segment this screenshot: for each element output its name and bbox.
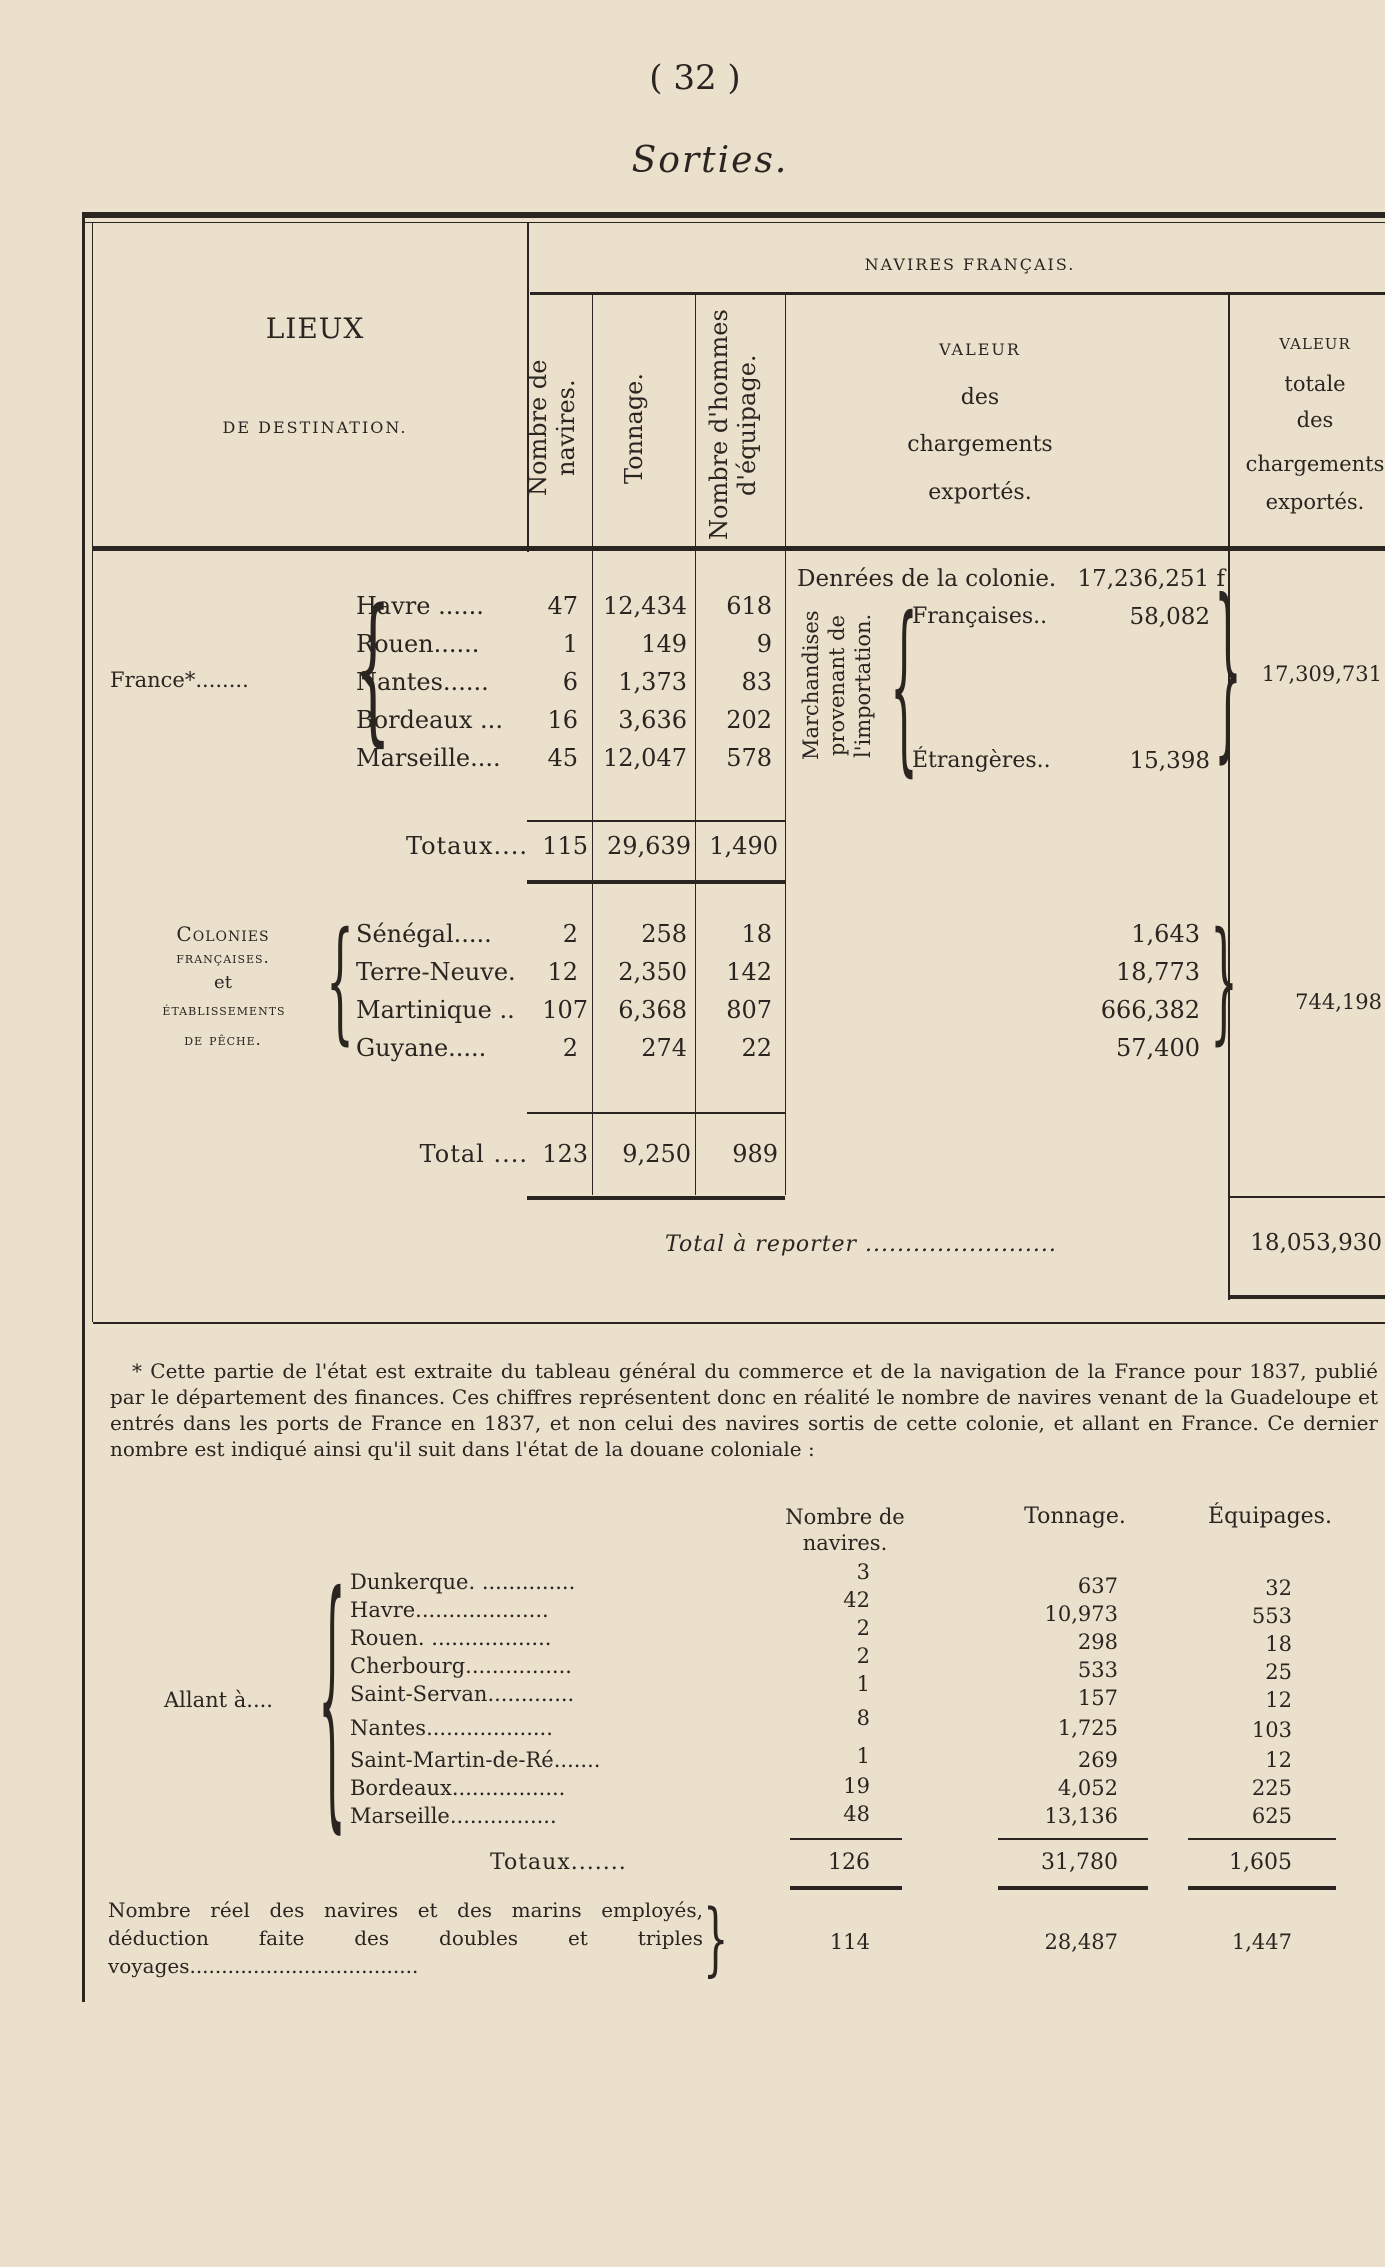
sub-equipages-6: 12 <box>1265 1748 1292 1772</box>
colonies-label-4: établissements <box>162 1000 286 1019</box>
footnote-rule <box>93 1322 1385 1324</box>
header-tonnage: Tonnage. <box>620 372 648 484</box>
france-hommes-4: 578 <box>726 744 772 772</box>
colonies-hommes-1: 142 <box>726 958 772 986</box>
sub-equipages-4: 12 <box>1265 1688 1292 1712</box>
sub-navires-3: 2 <box>856 1644 870 1668</box>
colonies-valeur-1: 18,773 <box>1116 958 1200 986</box>
sub-port-4: Saint-Servan............. <box>350 1682 575 1706</box>
section-title: Sorties. <box>631 140 789 181</box>
header-valeur-4: exportés. <box>928 480 1032 505</box>
sub-reel-equipages: 1,447 <box>1231 1930 1292 1954</box>
sub-label: Allant à.... <box>164 1688 273 1712</box>
sub-port-7: Bordeaux................. <box>350 1776 566 1800</box>
france-marchandises-brace: { <box>890 581 918 796</box>
sub-totaux-navires: 126 <box>828 1850 870 1875</box>
sub-tonnage-2: 298 <box>1077 1630 1118 1654</box>
sub-reel-tonnage: 28,487 <box>1044 1930 1118 1954</box>
colonies-total-rule-top <box>527 1112 785 1114</box>
sub-totaux-rule-bottom-3 <box>1188 1886 1336 1890</box>
header-valeur-totale-2: totale <box>1284 372 1346 396</box>
sub-navires-6: 1 <box>856 1744 870 1768</box>
col-rule-4 <box>1228 295 1230 1300</box>
france-totaux-hommes: 1,490 <box>709 832 778 860</box>
report-rule-top <box>1228 1196 1385 1198</box>
report-value: 18,053,930 <box>1250 1230 1382 1256</box>
sub-header-navires: Nombre de navires. <box>785 1505 905 1555</box>
colonies-port-3: Guyane..... <box>356 1034 487 1062</box>
france-totaux-tonnage: 29,639 <box>607 832 691 860</box>
sub-equipages-2: 18 <box>1265 1632 1292 1656</box>
colonies-total-label: Total .... <box>419 1140 528 1168</box>
sub-tonnage-4: 157 <box>1077 1686 1118 1710</box>
header-nombre-navires: Nombre de navires. <box>524 359 580 497</box>
sub-equipages-5: 103 <box>1251 1718 1292 1742</box>
header-de-destination: DE DESTINATION. <box>222 418 408 437</box>
sub-tonnage-0: 637 <box>1077 1574 1118 1598</box>
header-lieux: LIEUX <box>265 312 365 345</box>
colonies-tonnage-1: 2,350 <box>618 958 687 986</box>
france-port-1: Rouen...... <box>356 630 480 658</box>
france-total-value: 17,309,731 <box>1261 662 1382 686</box>
france-label: France*........ <box>110 668 249 692</box>
sub-port-3: Cherbourg................ <box>350 1654 572 1678</box>
france-navires-3: 16 <box>547 706 578 734</box>
colonies-tonnage-2: 6,368 <box>618 996 687 1024</box>
france-port-3: Bordeaux ... <box>356 706 503 734</box>
sub-reel-navires: 114 <box>829 1930 870 1954</box>
header-valeur-totale-4: chargements <box>1245 452 1385 476</box>
sub-tonnage-7: 4,052 <box>1057 1776 1118 1800</box>
report-rule-bottom <box>1228 1295 1385 1299</box>
france-navires-2: 6 <box>562 668 578 696</box>
france-francaises-label: Françaises.. <box>912 604 1048 629</box>
colonies-total-rule-bottom <box>527 1196 785 1200</box>
sub-navires-4: 1 <box>856 1672 870 1696</box>
sub-navires-8: 48 <box>843 1802 870 1826</box>
sub-port-0: Dunkerque. .............. <box>350 1570 576 1594</box>
sub-tonnage-3: 533 <box>1077 1658 1118 1682</box>
sub-totaux-label: Totaux....... <box>490 1850 627 1875</box>
header-valeur-totale-1: VALEUR <box>1279 335 1351 353</box>
sub-totaux-rule-top-1 <box>790 1838 902 1840</box>
france-denrees-value: 17,236,251 f <box>1077 566 1225 592</box>
sub-equipages-0: 32 <box>1265 1576 1292 1600</box>
colonies-navires-3: 2 <box>562 1034 578 1062</box>
france-etrangeres-label: Étrangères.. <box>912 748 1051 773</box>
sub-navires-0: 3 <box>856 1560 870 1584</box>
france-tonnage-2: 1,373 <box>618 668 687 696</box>
colonies-navires-2: 107 <box>542 996 588 1024</box>
colonies-tonnage-3: 274 <box>641 1034 687 1062</box>
colonies-tonnage-0: 258 <box>641 920 687 948</box>
sub-totaux-equipages: 1,605 <box>1229 1850 1292 1875</box>
page-number: ( 32 ) <box>649 58 741 98</box>
sub-reel-label: Nombre réel des navires et des marins employés, déduction faite des doubles et triples voyages.................................... <box>108 1898 703 1978</box>
table-left-rule <box>82 212 85 2002</box>
table-top-rule-thin <box>82 222 1385 223</box>
colonies-total-navires: 123 <box>542 1140 588 1168</box>
colonies-valeur-2: 666,382 <box>1100 996 1200 1024</box>
france-marchandises-label: Marchandises provenant de l'importation. <box>799 610 875 761</box>
colonies-valeur-3: 57,400 <box>1116 1034 1200 1062</box>
sub-port-6: Saint-Martin-de-Ré....... <box>350 1748 601 1772</box>
colonies-label-1: Colonies <box>176 922 270 946</box>
header-valeur-1: VALEUR <box>939 340 1021 359</box>
france-totaux-rule-top <box>527 820 785 822</box>
colonies-valeur-0: 1,643 <box>1131 920 1200 948</box>
col-rule-2 <box>695 295 696 1195</box>
france-hommes-3: 202 <box>726 706 772 734</box>
sub-header-equipages: Équipages. <box>1208 1504 1332 1529</box>
sub-totaux-rule-top-2 <box>998 1838 1148 1840</box>
colonies-port-0: Sénégal..... <box>356 920 492 948</box>
sub-equipages-3: 25 <box>1265 1660 1292 1684</box>
col-rule-3 <box>785 295 786 1195</box>
header-bottom-rule <box>93 546 1385 551</box>
colonies-hommes-0: 18 <box>741 920 772 948</box>
sub-equipages-1: 553 <box>1251 1604 1292 1628</box>
sub-totaux-rule-top-3 <box>1188 1838 1336 1840</box>
sub-navires-2: 2 <box>856 1616 870 1640</box>
france-hommes-0: 618 <box>726 592 772 620</box>
sub-tonnage-1: 10,973 <box>1044 1602 1118 1626</box>
sub-brace: { <box>318 1543 346 1860</box>
sub-reel-brace: } <box>703 1894 729 1986</box>
header-valeur-totale-5: exportés. <box>1265 490 1365 514</box>
table-top-rule <box>82 212 1385 218</box>
colonies-brace: { <box>326 906 354 1059</box>
sub-navires-7: 19 <box>843 1774 870 1798</box>
sub-port-5: Nantes................... <box>350 1716 553 1740</box>
sub-header-tonnage: Tonnage. <box>1024 1504 1126 1529</box>
france-tonnage-4: 12,047 <box>603 744 687 772</box>
colonies-total-hommes: 989 <box>732 1140 778 1168</box>
france-hommes-1: 9 <box>756 630 772 658</box>
colonies-valeur-brace: } <box>1210 906 1238 1059</box>
colonies-navires-1: 12 <box>547 958 578 986</box>
france-valeur-brace: } <box>1214 562 1242 783</box>
france-totaux-rule-bottom <box>527 880 785 884</box>
colonies-total-value: 744,198 <box>1295 990 1382 1014</box>
france-tonnage-3: 3,636 <box>618 706 687 734</box>
sub-equipages-7: 225 <box>1251 1776 1292 1800</box>
sub-totaux-rule-bottom-1 <box>790 1886 902 1890</box>
sub-equipages-8: 625 <box>1251 1804 1292 1828</box>
sub-port-8: Marseille................ <box>350 1804 557 1828</box>
colonies-hommes-2: 807 <box>726 996 772 1024</box>
france-denrees-label: Denrées de la colonie. <box>797 566 1057 592</box>
france-totaux-label: Totaux.... <box>405 832 528 860</box>
colonies-hommes-3: 22 <box>741 1034 772 1062</box>
france-brace: { <box>355 574 391 761</box>
footnote: * Cette partie de l'état est extraite du tableau général du commerce et de la navigation de la France pour 1837, publié par le département des finances. Ces chiffres représentent donc en réalité le nombre de navires venant de la Guadeloupe et entrés dans les ports de France en 1837, et non celui des navires sortis de cette colonie, et allant en France. Ce dernier nombre est indiqué ainsi qu'il suit dans l'état de la douane coloniale : <box>110 1359 1378 1461</box>
colonies-total-tonnage: 9,250 <box>622 1140 691 1168</box>
report-label: Total à reporter ........................ <box>665 1232 1057 1257</box>
france-navires-4: 45 <box>547 744 578 772</box>
france-navires-1: 1 <box>562 630 578 658</box>
colonies-port-2: Martinique .. <box>356 996 515 1024</box>
header-navires-francais: NAVIRES FRANÇAIS. <box>864 255 1076 274</box>
sub-navires-1: 42 <box>843 1588 870 1612</box>
colonies-navires-0: 2 <box>562 920 578 948</box>
colonies-label-5: de pêche. <box>184 1030 262 1049</box>
table-left-rule-thin <box>92 222 93 1322</box>
france-port-0: Havre ...... <box>356 592 484 620</box>
france-port-4: Marseille.... <box>356 744 501 772</box>
sub-totaux-tonnage: 31,780 <box>1041 1850 1118 1875</box>
sub-port-2: Rouen. .................. <box>350 1626 552 1650</box>
sub-port-1: Havre.................... <box>350 1598 549 1622</box>
header-valeur-2: des <box>960 385 1000 410</box>
header-valeur-totale-3: des <box>1296 408 1334 432</box>
colonies-label-2: françaises. <box>176 948 270 967</box>
sub-tonnage-8: 13,136 <box>1044 1804 1118 1828</box>
col-rule-1 <box>592 295 593 1195</box>
header-valeur-3: chargements <box>907 432 1053 457</box>
france-tonnage-0: 12,434 <box>603 592 687 620</box>
sub-totaux-rule-bottom-2 <box>998 1886 1148 1890</box>
france-etrangeres-value: 15,398 <box>1129 748 1210 774</box>
france-francaises-value: 58,082 <box>1129 604 1210 630</box>
sub-tonnage-6: 269 <box>1077 1748 1118 1772</box>
colonies-label-3: et <box>214 972 232 993</box>
sub-tonnage-5: 1,725 <box>1057 1716 1118 1740</box>
colonies-port-1: Terre-Neuve. <box>356 958 516 986</box>
header-hommes: Nombre d'hommes d'équipage. <box>705 309 761 541</box>
france-tonnage-1: 149 <box>641 630 687 658</box>
france-totaux-navires: 115 <box>542 832 588 860</box>
sub-navires-5: 8 <box>856 1706 870 1730</box>
france-port-2: Nantes...... <box>356 668 489 696</box>
header-navires-rule <box>530 292 1385 295</box>
france-hommes-2: 83 <box>741 668 772 696</box>
france-navires-0: 47 <box>547 592 578 620</box>
